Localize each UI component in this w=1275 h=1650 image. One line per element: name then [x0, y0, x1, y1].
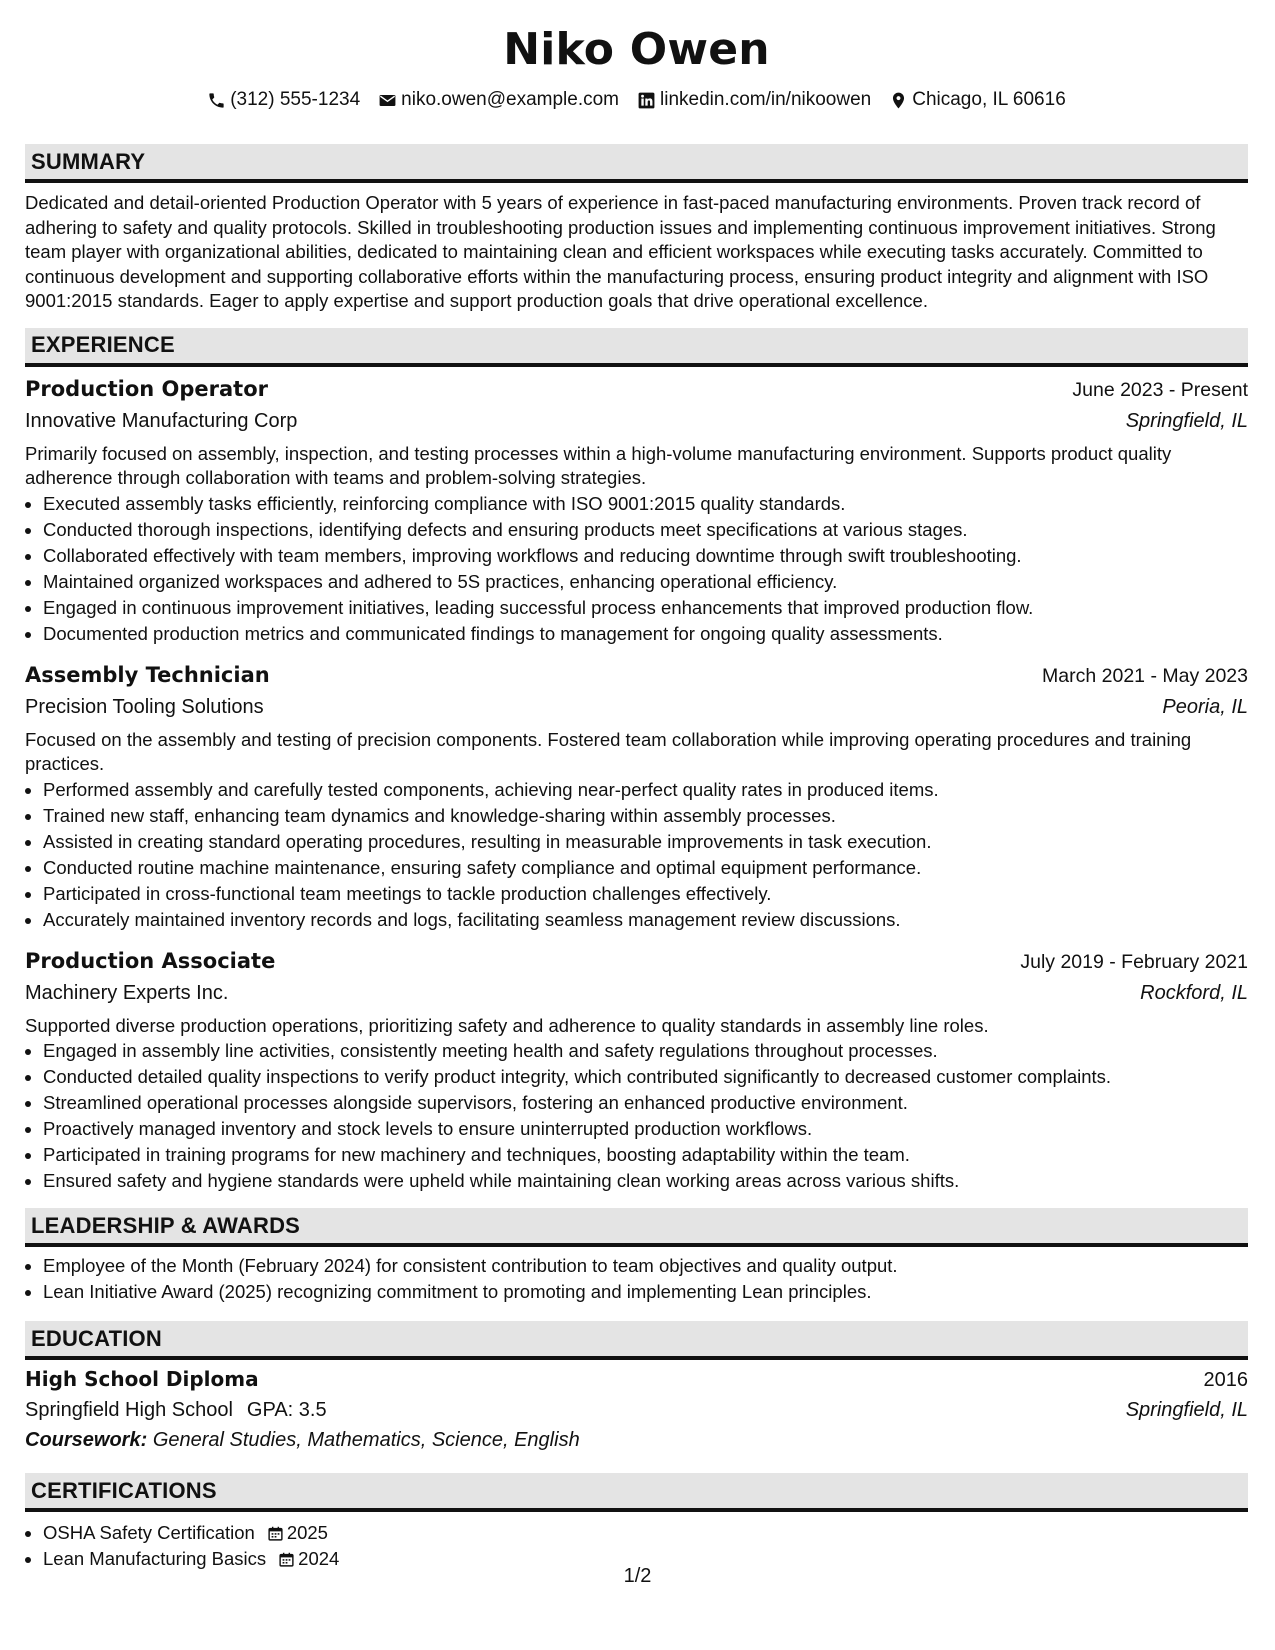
- list-item: • Conducted routine machine maintenance, ensuring safety compliance and optimal equipment performance.: [43, 855, 1248, 881]
- phone-icon: [207, 91, 226, 110]
- education-section: [25, 1321, 1248, 1455]
- contact-phone[interactable]: [207, 89, 360, 111]
- list-item: • Assisted in creating standard operating procedures, resulting in measurable improvements in task execution.: [43, 829, 1248, 855]
- list-item: [43, 1520, 1248, 1546]
- job-description: Supported diverse production operations, prioritizing safety and adherence to quality standards in assembly line roles.: [25, 1014, 989, 1036]
- graduation-year: 2016: [1203, 1369, 1248, 1391]
- envelope-icon: [378, 91, 397, 110]
- awards-section: [25, 1208, 1248, 1305]
- summary-heading: SUMMARY: [25, 144, 1248, 183]
- school-location: Springfield, IL: [1125, 1399, 1248, 1421]
- certification-name: • OSHA Safety Certification: [43, 1522, 255, 1543]
- calendar-icon: [267, 1525, 284, 1542]
- degree-title: High School Diploma: [25, 1367, 259, 1391]
- list-item: • Maintained organized workspaces and adhered to 5S practices, enhancing operational efficiency.: [43, 569, 1248, 595]
- job-entry: [25, 659, 1248, 933]
- job-entry: [25, 945, 1248, 1195]
- company-name: Precision Tooling Solutions: [25, 695, 264, 718]
- school-name: Springfield High School: [25, 1399, 233, 1421]
- company-name: Machinery Experts Inc.: [25, 981, 229, 1004]
- list-item: • Documented production metrics and communicated findings to management for ongoing quality assessments.: [43, 621, 1248, 647]
- certifications-heading: CERTIFICATIONS: [25, 1473, 1248, 1512]
- job-location: Springfield, IL: [1125, 409, 1248, 432]
- job-dates: March 2021 - May 2023: [1042, 664, 1248, 687]
- email-text: niko.owen@example.com: [401, 89, 619, 110]
- job-location: Peoria, IL: [1162, 695, 1248, 718]
- list-item: • Participated in cross-functional team meetings to tackle production challenges effectively.: [43, 881, 1248, 907]
- contact-bar: [25, 86, 1248, 114]
- coursework: [25, 1425, 1248, 1455]
- page-number: 1/2: [623, 1565, 652, 1587]
- list-item: • Participated in training programs for new machinery and techniques, boosting adaptability within the team.: [43, 1142, 1248, 1168]
- list-item: • Lean Initiative Award (2025) recognizing commitment to promoting and implementing Lean principles.: [43, 1279, 1248, 1305]
- certifications-section: [25, 1473, 1248, 1572]
- resume-header: [25, 22, 1248, 114]
- resume-page: [25, 22, 1248, 1572]
- certification-year: 2025: [286, 1522, 328, 1543]
- list-item: • Engaged in continuous improvement initiatives, leading successful process enhancements that improved production flow.: [43, 595, 1248, 621]
- list-item: • Performed assembly and carefully tested components, achieving near-perfect quality rates in produced items.: [43, 777, 1248, 803]
- job-title: Production Associate: [25, 948, 276, 973]
- linkedin-icon: [637, 91, 656, 110]
- phone-text: (312) 555-1234: [230, 89, 361, 110]
- awards-heading: LEADERSHIP & AWARDS: [25, 1208, 1248, 1247]
- job-entry: [25, 373, 1248, 647]
- list-item: • Trained new staff, enhancing team dynamics and knowledge-sharing within assembly processes.: [43, 803, 1248, 829]
- certification-name: • Lean Manufacturing Basics: [43, 1548, 267, 1569]
- certification-year: 2024: [298, 1548, 340, 1569]
- company-name: Innovative Manufacturing Corp: [25, 409, 298, 432]
- contact-location: [889, 89, 1066, 111]
- gpa: GPA: 3.5: [246, 1399, 327, 1421]
- list-item: • Accurately maintained inventory records and logs, facilitating seamless management review discussions.: [43, 907, 1248, 933]
- coursework-label: Coursework:: [25, 1429, 148, 1451]
- job-bullets: [25, 777, 1248, 933]
- list-item: • Engaged in assembly line activities, consistently meeting health and safety regulations throughout processes.: [43, 1038, 1248, 1064]
- education-heading: EDUCATION: [25, 1321, 1248, 1360]
- summary-section: [25, 144, 1248, 314]
- experience-heading: EXPERIENCE: [25, 328, 1248, 367]
- contact-email[interactable]: [378, 89, 619, 111]
- awards-list: [25, 1253, 1248, 1305]
- coursework-text: General Studies, Mathematics, Science, English: [152, 1429, 580, 1451]
- experience-section: [25, 328, 1248, 1195]
- summary-text: Dedicated and detail-oriented Production Operator with 5 years of experience in fast-paced manufacturing environments. Proven track record of adhering to safety and quality protocols. Skilled in troubleshooting production issues and implementing continuous improvement initiatives. Strong team player with organizational abilities, dedicated to maintaining clean and efficient workspaces while executing tasks accurately. Committed to continuous development and supporting collaborative efforts within the manufacturing process, ensuring product integrity and alignment with ISO 9001:2015 standards. Eager to apply expertise and support production goals that drive operational excellence.: [25, 192, 1216, 311]
- job-bullets: [25, 491, 1248, 647]
- job-title: Production Operator: [25, 376, 269, 401]
- list-item: • Ensured safety and hygiene standards were upheld while maintaining clean working areas across various shifts.: [43, 1168, 1248, 1194]
- job-title: Assembly Technician: [25, 662, 270, 687]
- map-pin-icon: [889, 91, 908, 110]
- job-bullets: [25, 1038, 1248, 1194]
- contact-linkedin[interactable]: [637, 89, 871, 111]
- job-dates: June 2023 - Present: [1072, 378, 1248, 401]
- job-dates: July 2019 - February 2021: [1020, 950, 1248, 973]
- linkedin-text: linkedin.com/in/nikoowen: [660, 89, 872, 110]
- list-item: • Collaborated effectively with team members, improving workflows and reducing downtime through swift troubleshooting.: [43, 543, 1248, 569]
- list-item: • Streamlined operational processes alongside supervisors, fostering an enhanced productive environment.: [43, 1090, 1248, 1116]
- job-description: Primarily focused on assembly, inspection, and testing processes within a high-volume manufacturing environment. Supports product quality adherence through collaboration with teams and problem-solving strategies.: [25, 442, 1172, 488]
- list-item: • Conducted detailed quality inspections to verify product integrity, which contributed significantly to decreased customer complaints.: [43, 1064, 1248, 1090]
- list-item: • Employee of the Month (February 2024) for consistent contribution to team objectives and quality output.: [43, 1253, 1248, 1279]
- candidate-name: Niko Owen: [503, 24, 770, 75]
- list-item: • Conducted thorough inspections, identifying defects and ensuring products meet specifications at various stages.: [43, 517, 1248, 543]
- list-item: • Executed assembly tasks efficiently, reinforcing compliance with ISO 9001:2015 quality standards.: [43, 491, 1248, 517]
- location-text: Chicago, IL 60616: [912, 89, 1066, 110]
- job-description: Focused on the assembly and testing of precision components. Fostered team collaboration while improving operating procedures and training practices.: [25, 728, 1192, 774]
- list-item: • Proactively managed inventory and stock levels to ensure uninterrupted production workflows.: [43, 1116, 1248, 1142]
- job-location: Rockford, IL: [1140, 981, 1248, 1004]
